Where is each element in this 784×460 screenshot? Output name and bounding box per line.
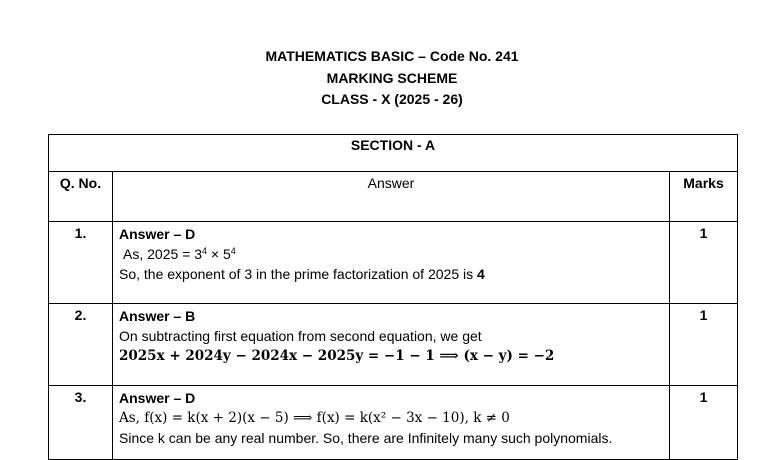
question-number: 2.	[49, 304, 113, 386]
answer-equation: 2025x + 2024y − 2024x − 2025y = −1 − 1 ⟹ (x − y) = −2	[119, 348, 555, 364]
marks-value: 1	[670, 386, 738, 460]
question-number: 3.	[49, 386, 113, 460]
answer-cell	[113, 222, 670, 304]
table-row	[49, 222, 738, 304]
question-number: 1.	[49, 222, 113, 304]
column-header-row	[49, 172, 738, 222]
marking-scheme-table	[48, 134, 738, 460]
title-line-subject: MATHEMATICS BASIC – Code No. 241	[265, 48, 519, 64]
marks-value: 1	[670, 222, 738, 304]
column-header-marks: Marks	[670, 172, 738, 222]
section-heading: SECTION - A	[49, 135, 738, 172]
answer-label: Answer – D	[119, 390, 196, 406]
table-row	[49, 386, 738, 460]
answer-line: Since k can be any real number. So, there are Infinitely many such polynomials.	[119, 430, 613, 446]
answer-line: So, the exponent of 3 in the prime factorization of 2025 is 4	[119, 266, 485, 282]
answer-cell	[113, 386, 670, 460]
column-header-qno: Q. No.	[49, 172, 113, 222]
title-line-class: CLASS - X (2025 - 26)	[321, 91, 463, 107]
answer-line: As, $2025 = 3^4 \times 5^4$	[123, 246, 236, 262]
document-title	[0, 46, 784, 111]
column-header-answer: Answer	[113, 172, 670, 222]
answer-label: Answer – B	[119, 308, 196, 324]
title-line-marking-scheme: MARKING SCHEME	[326, 69, 458, 86]
answer-line: On subtracting first equation from second equation, we get	[119, 328, 482, 344]
marks-value: 1	[670, 304, 738, 386]
answer-cell	[113, 304, 670, 386]
answer-label: Answer – D	[119, 226, 196, 242]
answer-equation: As, f(x) = k(x + 2)(x − 5) ⟹ f(x) = k(x² − 3x − 10), k ≠ 0	[119, 410, 510, 426]
table-row	[49, 304, 738, 386]
